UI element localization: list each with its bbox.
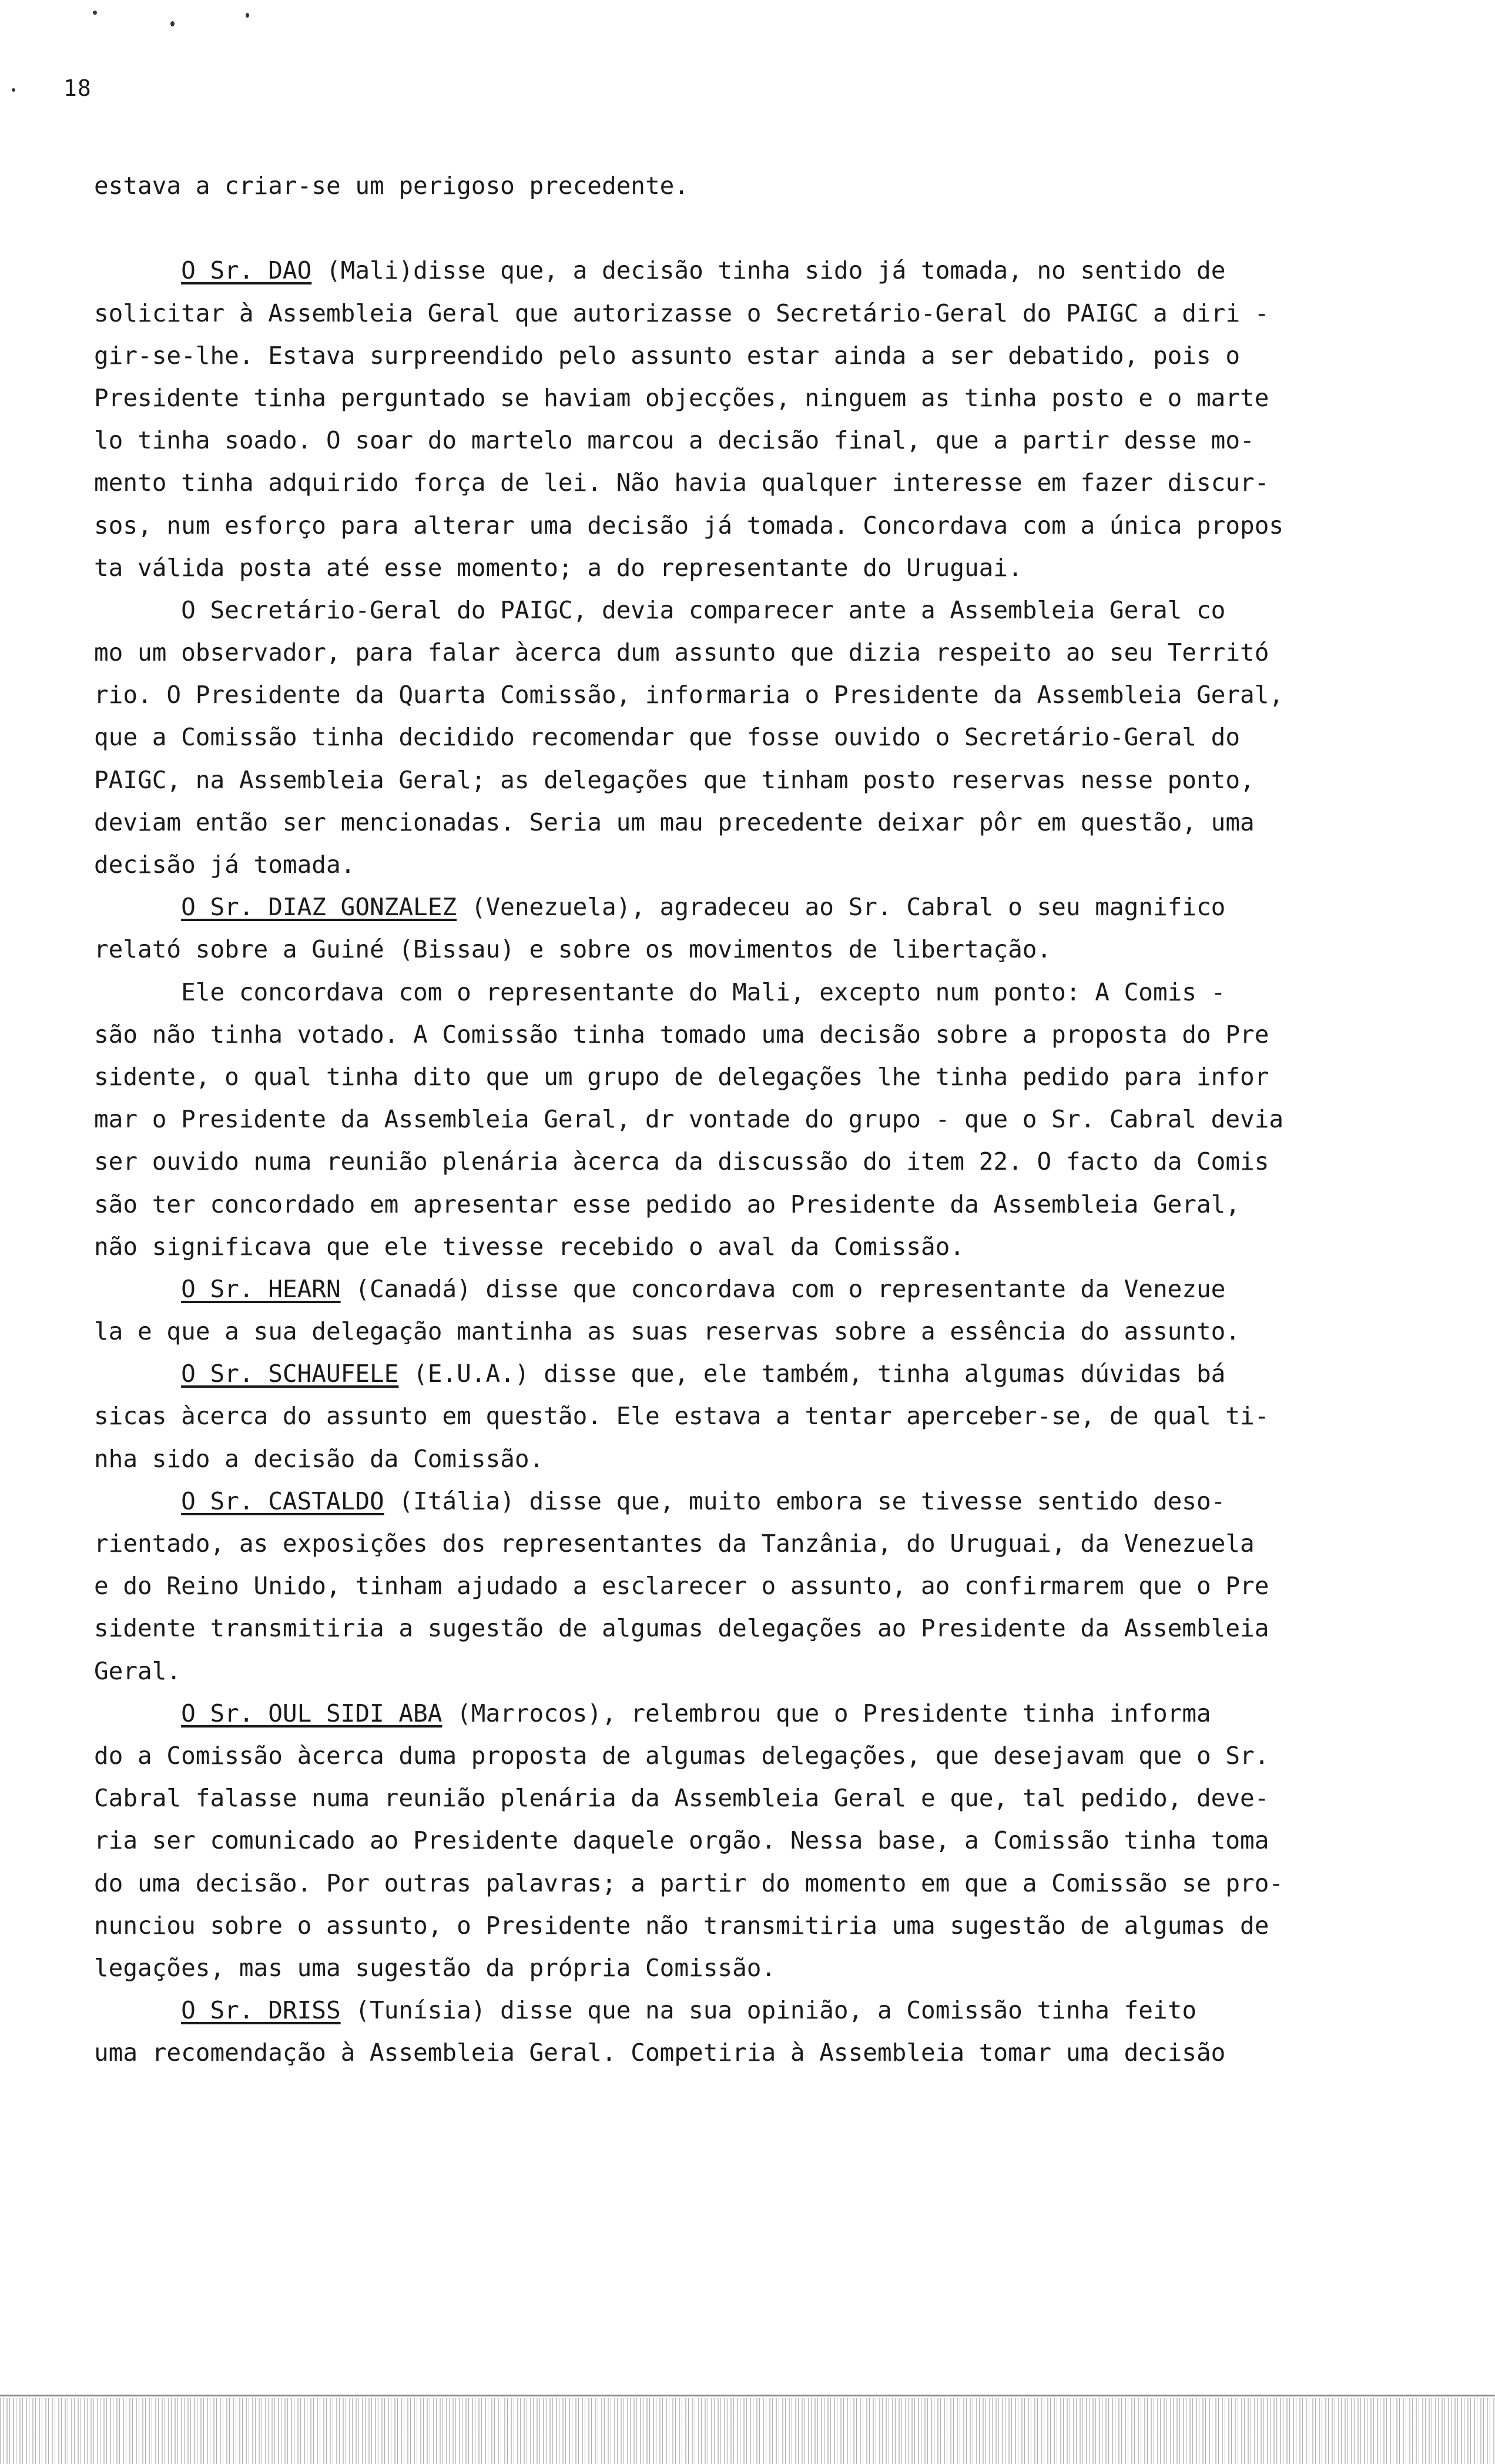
speaker-name: O Sr. DAO	[181, 256, 312, 285]
line-text: relató sobre a Guiné (Bissau) e sobre os movimentos de libertação.	[94, 935, 1052, 964]
line-text: mo um observador, para falar àcerca dum assunto que dizia respeito ao seu Territó	[94, 638, 1269, 667]
text-line	[94, 1056, 1405, 1098]
scan-speck	[12, 88, 15, 92]
line-text: ria ser comunicado ao Presidente daquele orgão. Nessa base, a Comissão tinha toma	[94, 1826, 1269, 1855]
line-indent	[94, 1699, 181, 1728]
text-line	[94, 1183, 1405, 1226]
body-text	[94, 165, 1405, 2074]
line-text: nha sido a decisão da Comissão.	[94, 1444, 544, 1473]
text-line	[94, 1226, 1405, 1268]
text-line	[94, 292, 1405, 334]
text-line	[94, 1352, 1405, 1395]
page-number: 18	[63, 75, 92, 101]
text-line	[94, 971, 1405, 1013]
text-line	[94, 1438, 1405, 1480]
speaker-name: O Sr. CASTALDO	[181, 1487, 384, 1515]
text-line	[94, 1989, 1405, 2031]
text-line	[94, 1522, 1405, 1565]
line-text: (Canadá) disse que concordava com o representante da Venezue	[340, 1274, 1226, 1303]
text-line	[94, 1268, 1405, 1310]
line-text: não significava que ele tivesse recebido o aval da Comissão.	[94, 1232, 965, 1261]
line-text: sidente, o qual tinha dito que um grupo de delegações lhe tinha pedido para infor	[94, 1062, 1269, 1091]
line-text: gir-se-lhe. Estava surpreendido pelo assunto estar ainda a ser debatido, pois o	[94, 341, 1241, 370]
text-line	[94, 377, 1405, 419]
line-text: Geral.	[94, 1656, 182, 1685]
line-text: são não tinha votado. A Comissão tinha tomado uma decisão sobre a proposta do Pre	[94, 1020, 1269, 1049]
text-line	[94, 2031, 1405, 2074]
line-text: sidente transmitiria a sugestão de algumas delegações ao Presidente da Assembleia	[94, 1614, 1269, 1643]
line-text: uma recomendação à Assembleia Geral. Competiria à Assembleia tomar uma decisão	[94, 2038, 1226, 2067]
line-indent	[94, 1275, 181, 1303]
text-line	[94, 1098, 1405, 1140]
scan-speck	[93, 11, 97, 15]
text-line	[94, 843, 1405, 886]
line-text: nunciou sobre o assunto, o Presidente não transmitiria uma sugestão de algumas de	[94, 1911, 1269, 1940]
text-line	[94, 801, 1405, 843]
line-text: do a Comissão àcerca duma proposta de algumas delegações, que desejavam que o Sr.	[94, 1741, 1269, 1770]
text-line	[94, 1013, 1405, 1056]
line-text: (E.U.A.) disse que, ele também, tinha algumas dúvidas bá	[398, 1360, 1226, 1388]
line-text: (Tunísia) disse que na sua opinião, a Comissão tinha feito	[340, 1996, 1197, 2025]
text-line	[94, 165, 1405, 207]
text-line	[94, 674, 1405, 716]
text-line	[94, 631, 1405, 674]
line-text: decisão já tomada.	[94, 851, 356, 879]
scan-edge-rule	[0, 2395, 1495, 2396]
line-text: ta válida posta até esse momento; a do representante do Uruguai.	[94, 553, 1023, 582]
line-text: lo tinha soado. O soar do martelo marcou a decisão final, que a partir desse mo-	[94, 426, 1255, 455]
line-indent	[94, 893, 181, 921]
text-line	[94, 207, 1405, 249]
text-line	[94, 1480, 1405, 1522]
text-line	[94, 928, 1405, 970]
text-line	[94, 419, 1405, 461]
text-line	[94, 1819, 1405, 1862]
speaker-name: O Sr. HEARN	[181, 1274, 341, 1303]
line-text: legações, mas uma sugestão da própria Comissão.	[94, 1953, 776, 1982]
line-text: que a Comissão tinha decidido recomendar que fosse ouvido o Secretário-Geral do	[94, 723, 1241, 752]
line-text: la e que a sua delegação mantinha as suas reservas sobre a essência do assunto.	[94, 1317, 1241, 1346]
text-line	[94, 1650, 1405, 1692]
line-text: ser ouvido numa reunião plenária àcerca da discussão do item 22. O facto da Comis	[94, 1147, 1269, 1176]
line-text: solicitar à Assembleia Geral que autorizasse o Secretário-Geral do PAIGC a diri -	[94, 299, 1269, 327]
line-text: e do Reino Unido, tinham ajudado a esclarecer o assunto, ao confirmarem que o Pre	[94, 1572, 1269, 1601]
line-text: (Marrocos), relembrou que o Presidente tinha informa	[442, 1699, 1211, 1728]
scan-edge-noise	[0, 2398, 1495, 2464]
line-text: (Venezuela), agradeceu ao Sr. Cabral o seu magnifico	[457, 893, 1226, 922]
text-line	[94, 1777, 1405, 1819]
line-text: estava a criar-se um perigoso precedente.	[94, 172, 689, 200]
line-text: O Secretário-Geral do PAIGC, devia comparecer ante a Assembleia Geral co	[94, 595, 1226, 624]
line-text: rientado, as exposições dos representantes da Tanzânia, do Uruguai, da Venezuela	[94, 1529, 1255, 1558]
text-line	[94, 589, 1405, 631]
line-text: do uma decisão. Por outras palavras; a partir do momento em que a Comissão se pro-	[94, 1869, 1284, 1897]
line-indent	[94, 1996, 181, 2024]
text-line	[94, 1947, 1405, 1989]
line-text: são ter concordado em apresentar esse pedido ao Presidente da Assembleia Geral,	[94, 1190, 1241, 1218]
line-indent	[94, 256, 181, 284]
text-line	[94, 1735, 1405, 1777]
text-line	[94, 1862, 1405, 1904]
text-line	[94, 1395, 1405, 1437]
text-line	[94, 1140, 1405, 1183]
line-text: mento tinha adquirido força de lei. Não havia qualquer interesse em fazer discur-	[94, 468, 1269, 497]
line-indent	[94, 1360, 181, 1388]
text-line	[94, 547, 1405, 589]
text-line	[94, 716, 1405, 758]
line-text: Cabral falasse numa reunião plenária da Assembleia Geral e que, tal pedido, deve-	[94, 1784, 1269, 1813]
speaker-name: O Sr. DRISS	[181, 1996, 341, 2025]
speaker-name: O Sr. SCHAUFELE	[181, 1360, 399, 1388]
text-line	[94, 249, 1405, 292]
speaker-name: O Sr. DIAZ GONZALEZ	[181, 893, 457, 922]
line-text: rio. O Presidente da Quarta Comissão, informaria o Presidente da Assembleia Geral,	[94, 681, 1284, 709]
line-indent	[94, 1487, 181, 1515]
text-line	[94, 1904, 1405, 1947]
text-line	[94, 1692, 1405, 1735]
line-text: Ele concordava com o representante do Mali, excepto num ponto: A Comis -	[94, 977, 1226, 1006]
text-line	[94, 504, 1405, 547]
speaker-name: O Sr. OUL SIDI ABA	[181, 1699, 443, 1728]
line-text: PAIGC, na Assembleia Geral; as delegações que tinham posto reservas nesse ponto,	[94, 765, 1255, 794]
scan-speck	[246, 13, 249, 18]
line-text: sos, num esforço para alterar uma decisão já tomada. Concordava com a única propos	[94, 511, 1284, 540]
text-line	[94, 461, 1405, 504]
text-line	[94, 759, 1405, 801]
line-text: (Mali)disse que, a decisão tinha sido já tomada, no sentido de	[311, 256, 1226, 285]
text-line	[94, 1565, 1405, 1607]
scan-speck	[170, 21, 175, 26]
line-text: (Itália) disse que, muito embora se tivesse sentido deso-	[384, 1487, 1226, 1515]
text-line	[94, 886, 1405, 928]
text-line	[94, 1607, 1405, 1649]
line-text: deviam então ser mencionadas. Seria um mau precedente deixar pôr em questão, uma	[94, 808, 1255, 836]
text-line	[94, 334, 1405, 377]
text-line	[94, 1310, 1405, 1352]
line-text: mar o Presidente da Assembleia Geral, dr vontade do grupo - que o Sr. Cabral devia	[94, 1105, 1284, 1134]
line-text: Presidente tinha perguntado se haviam objecções, ninguem as tinha posto e o marte	[94, 383, 1269, 412]
line-text: sicas àcerca do assunto em questão. Ele estava a tentar aperceber-se, de qual ti-	[94, 1402, 1269, 1431]
